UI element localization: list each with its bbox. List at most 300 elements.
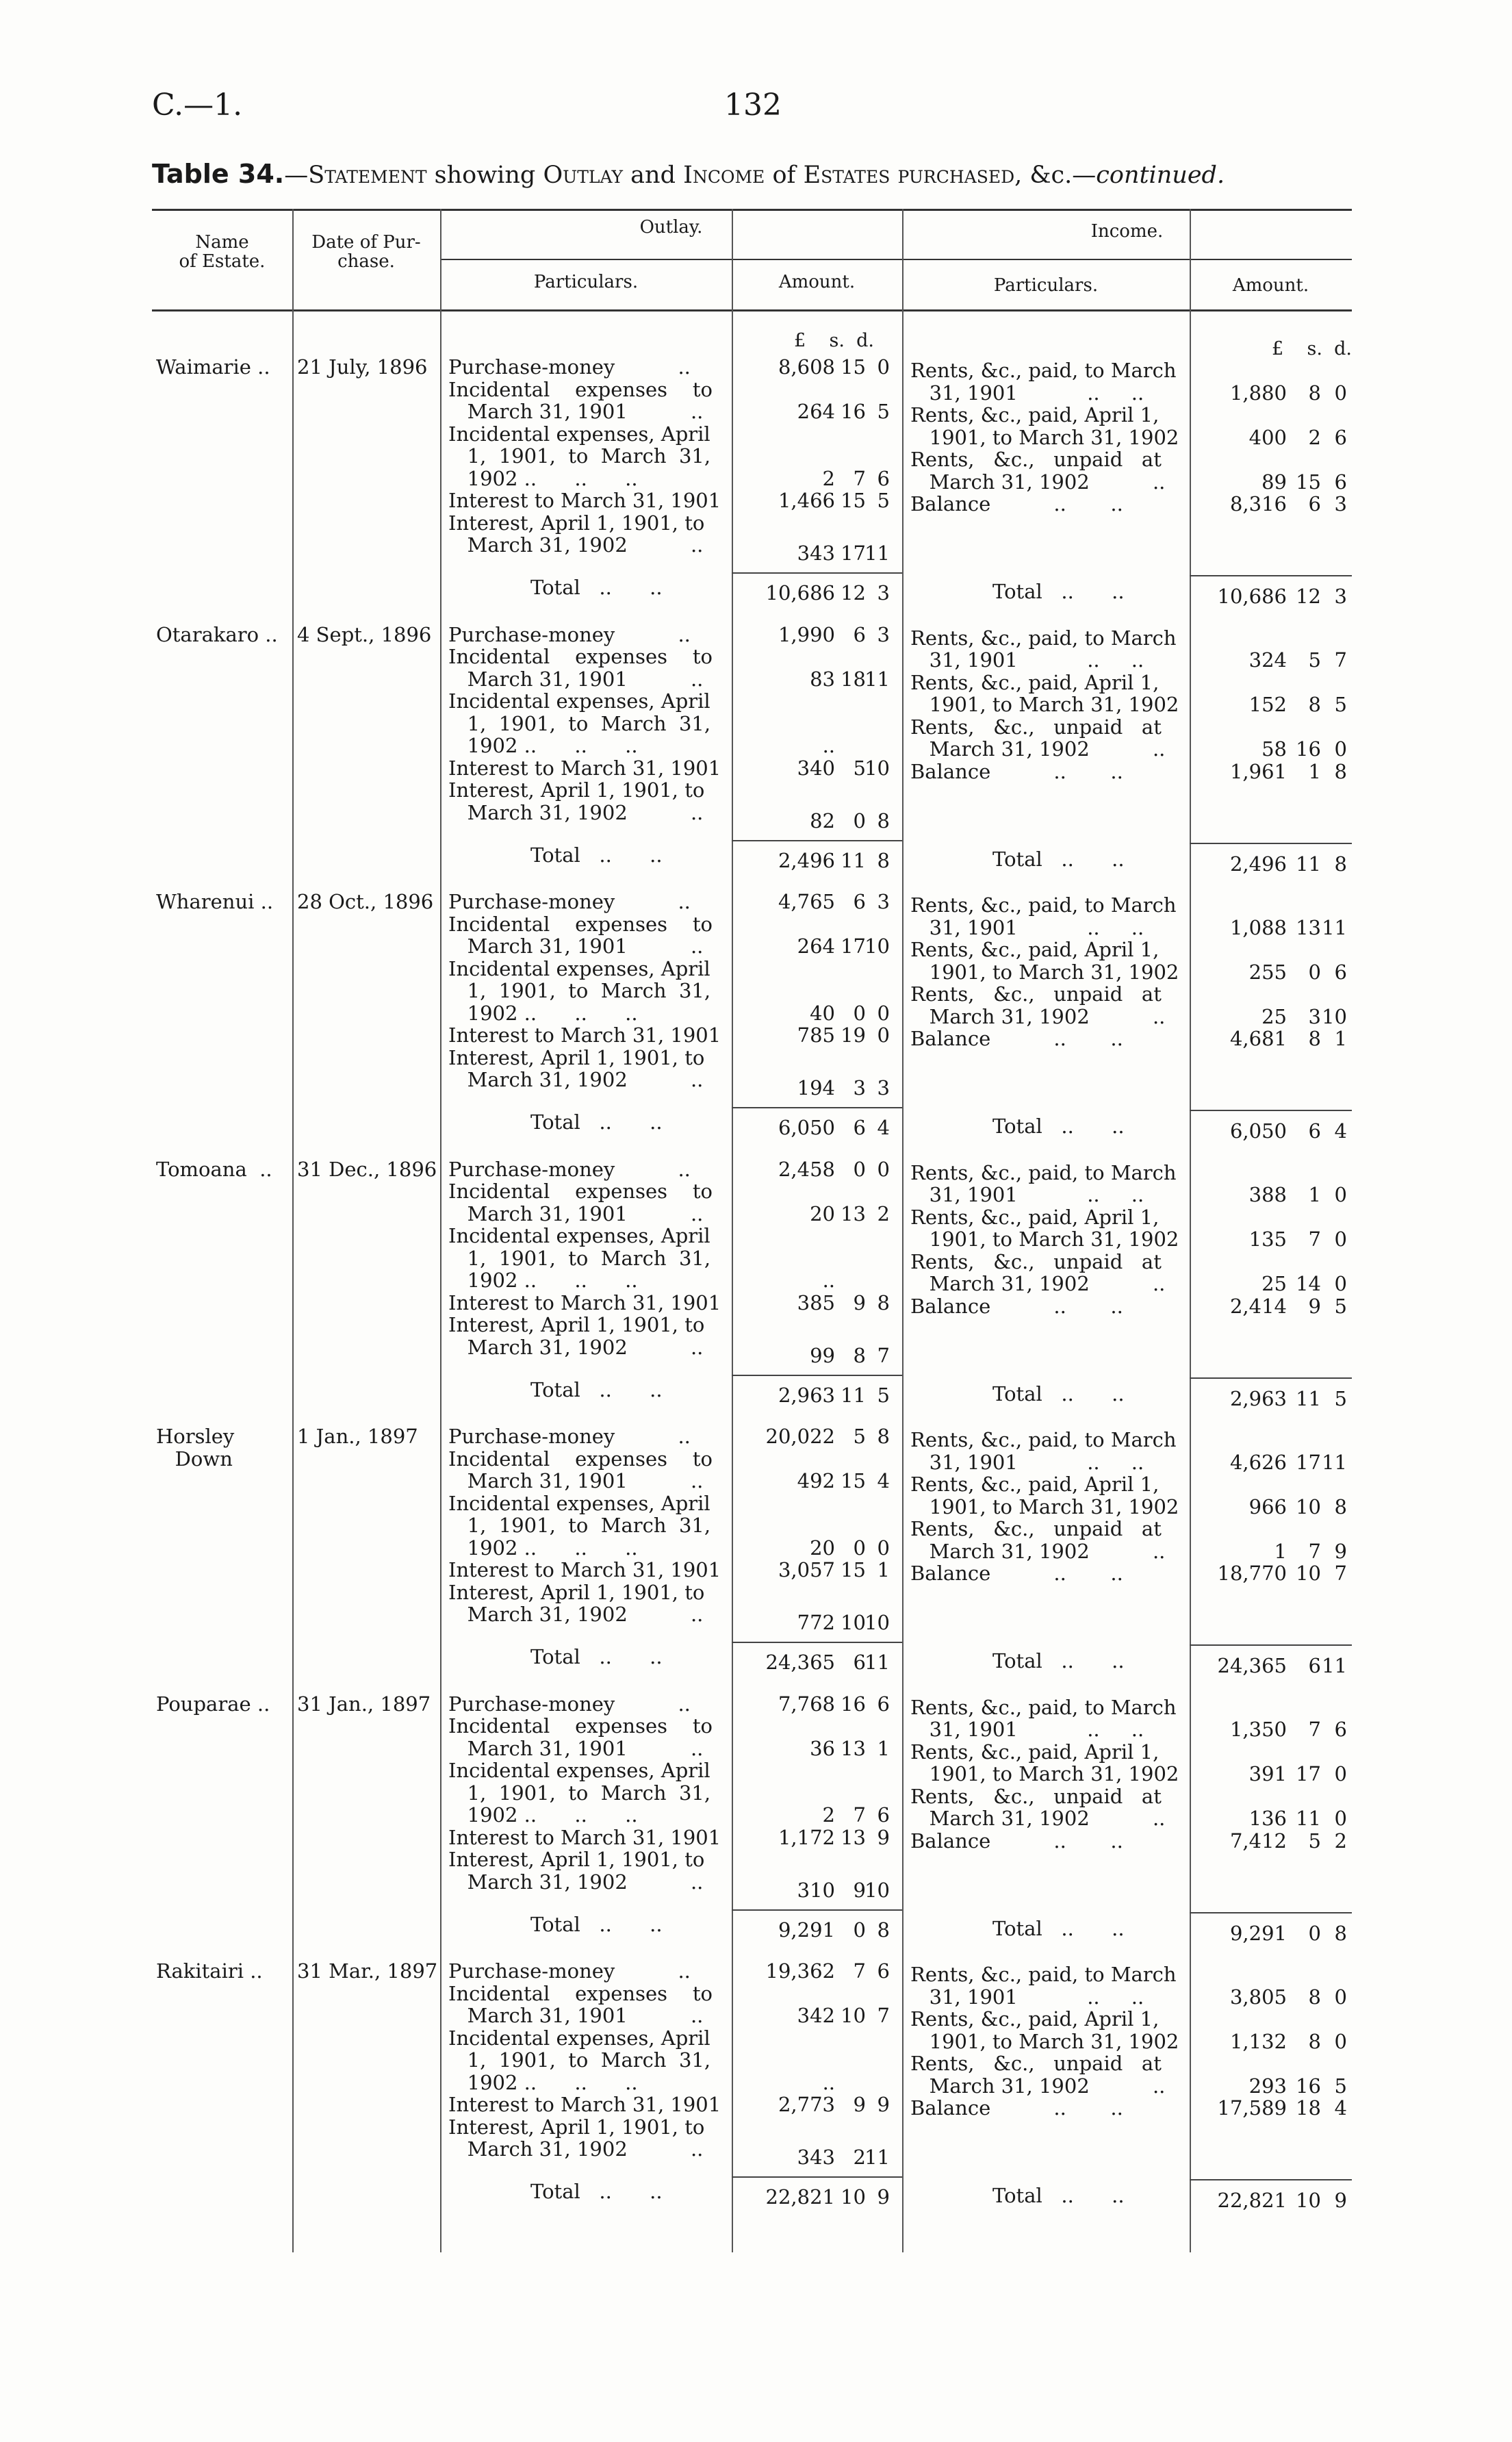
income-amount-pounds: 25 [1261, 1272, 1287, 1295]
income-particular: Rents, &c., unpaid at [910, 1249, 1162, 1273]
col-rule-1 [292, 209, 294, 2252]
income-amount-shillings: 17 [1296, 1450, 1321, 1474]
income-total-shillings: 10 [1296, 2189, 1321, 2212]
income-amount-pence: 0 [1334, 1985, 1347, 2009]
income-particular: 31, 1901 .. .. [910, 648, 1144, 672]
outlay-total-label: Total .. .. [530, 576, 663, 599]
caption-and: and [623, 162, 684, 189]
outlay-amount-shillings: 10 [841, 2004, 866, 2027]
outlay-particular: Interest to March 31, 1901 [448, 1558, 721, 1581]
income-particular: 1901, to March 31, 1902 [910, 425, 1179, 449]
income-amount-pence: 6 [1334, 425, 1347, 449]
outlay-amount-pence: 0 [877, 1157, 890, 1181]
outlay-amount-pounds: 385 [797, 1290, 835, 1314]
outlay-total-label: Total .. .. [530, 843, 663, 867]
income-amount-shillings: 10 [1296, 1495, 1321, 1518]
outlay-particular: 1, 1901, to March 31, [448, 444, 711, 468]
col-rule-4 [902, 209, 904, 2252]
income-amount-shillings: 7 [1308, 1539, 1321, 1563]
outlay-total-rule [732, 2176, 902, 2178]
outlay-particular: 1, 1901, to March 31, [448, 1514, 711, 1537]
outlay-particular: Incidental expenses to [448, 1981, 713, 2005]
table-number: Table 34. [152, 159, 285, 189]
income-total-pounds: 2,496 [1229, 852, 1287, 876]
outlay-total-rule [732, 840, 902, 841]
income-amount-pence: 2 [1334, 1829, 1347, 1853]
outlay-total-rule [732, 1107, 902, 1108]
outlay-particular: 1902 .. .. .. [448, 1803, 638, 1827]
income-amount-pence: 5 [1334, 2074, 1347, 2098]
income-total-pence: 5 [1334, 1386, 1347, 1410]
income-total-pounds: 10,686 [1217, 585, 1287, 608]
income-particular: 1901, to March 31, 1902 [910, 2029, 1179, 2053]
income-particular: Balance .. .. [910, 1829, 1123, 1853]
income-amount-shillings: 17 [1296, 1762, 1321, 1785]
outlay-total-label: Total .. .. [530, 2180, 663, 2203]
outlay-amount-pounds: 1,466 [778, 489, 835, 512]
outlay-particular: March 31, 1901 .. [448, 1469, 704, 1492]
purchase-date: 4 Sept., 1896 [297, 622, 432, 646]
outlay-amount-shillings: 17 [841, 934, 866, 958]
income-particular: Rents, &c., paid, to March [910, 626, 1177, 650]
outlay-particular: Incidental expenses to [448, 1447, 713, 1471]
income-amount-pounds: 1 [1274, 1539, 1287, 1563]
income-amount-pence: 8 [1334, 759, 1347, 783]
table-top-rule [152, 209, 1352, 211]
outlay-amount-pence: 1 [877, 1736, 890, 1760]
income-amount-shillings: 7 [1308, 1228, 1321, 1251]
outlay-particular: March 31, 1901 .. [448, 667, 704, 691]
outlay-total-pence: 8 [877, 848, 890, 872]
purchase-date: 21 July, 1896 [297, 355, 428, 379]
outlay-amount-shillings: 15 [841, 1558, 866, 1581]
outlay-amount-pence: 6 [877, 1959, 890, 1983]
income-total-pence: 8 [1334, 1921, 1347, 1945]
outlay-particular: Interest to March 31, 1901 [448, 1825, 721, 1849]
income-particular: Balance .. .. [910, 492, 1123, 516]
outlay-particular: Purchase-money .. [448, 1692, 691, 1716]
outlay-amount-pounds: .. [822, 2070, 835, 2094]
outlay-particular: Purchase-money .. [448, 890, 691, 913]
income-amount-pence: 6 [1334, 960, 1347, 984]
purchase-date: 31 Jan., 1897 [297, 1692, 431, 1716]
estate-name: Otarakaro .. [156, 622, 278, 646]
income-total-shillings: 11 [1296, 852, 1321, 876]
outlay-particular: Incidental expenses, April [448, 956, 710, 980]
outlay-amount-pence: 8 [877, 1425, 890, 1448]
outlay-amount-pounds: 1,172 [778, 1825, 835, 1849]
outlay-amount-pounds: 343 [797, 2146, 835, 2169]
purchase-date: 31 Dec., 1896 [297, 1157, 437, 1181]
outlay-amount-shillings: 0 [853, 1536, 866, 1560]
outlay-amount-shillings: 19 [841, 1023, 866, 1047]
outlay-currency-units: £ s. d. [794, 330, 874, 351]
income-total-shillings: 11 [1296, 1386, 1321, 1410]
income-amount-pounds: 17,589 [1217, 2096, 1287, 2120]
outlay-amount-pence: 0 [877, 1536, 890, 1560]
outlay-amount-pounds: 99 [810, 1343, 835, 1367]
income-total-pounds: 6,050 [1229, 1119, 1287, 1143]
income-amount-pence: 0 [1334, 1272, 1347, 1295]
outlay-total-pence: 4 [877, 1116, 890, 1139]
income-amount-pounds: 1,088 [1229, 915, 1287, 939]
income-particular: 31, 1901 .. .. [910, 1450, 1144, 1474]
outlay-total-shillings: 6 [853, 1651, 866, 1674]
income-particular: Rents, &c., paid, to March [910, 1963, 1177, 1986]
outlay-amount-pounds: .. [822, 734, 835, 757]
income-amount-shillings: 15 [1296, 470, 1321, 494]
outlay-particular: Incidental expenses to [448, 912, 713, 936]
income-amount-shillings: 3 [1308, 1004, 1321, 1028]
income-amount-pence: 7 [1334, 648, 1347, 672]
outlay-amount-pounds: 2,458 [778, 1157, 835, 1181]
income-particular: March 31, 1902 .. [910, 737, 1166, 761]
outlay-particular: March 31, 1902 .. [448, 1603, 704, 1626]
outlay-amount-pence: 11 [864, 667, 890, 691]
outlay-amount-pounds: 83 [810, 667, 835, 691]
outlay-total-shillings: 11 [841, 1383, 866, 1407]
outlay-particular: Interest, April 1, 1901, to [448, 778, 705, 802]
outlay-total-pounds: 2,496 [778, 848, 835, 872]
income-amount-pence: 0 [1334, 1183, 1347, 1206]
header-name: Name of Estate. [179, 232, 266, 272]
outlay-particular: Incidental expenses to [448, 1180, 713, 1203]
outlay-particular: 1902 .. .. .. [448, 1269, 638, 1292]
income-particular: Balance .. .. [910, 1027, 1123, 1050]
outlay-particular: 1, 1901, to March 31, [448, 2048, 711, 2072]
income-particular: 1901, to March 31, 1902 [910, 1762, 1179, 1785]
income-particular: Balance .. .. [910, 1294, 1123, 1318]
income-total-pounds: 9,291 [1229, 1921, 1287, 1945]
income-particular: Rents, &c., unpaid at [910, 448, 1162, 471]
outlay-amount-shillings: 13 [841, 1201, 866, 1225]
income-amount-shillings: 8 [1308, 381, 1321, 405]
outlay-amount-pounds: 2 [822, 1803, 835, 1827]
outlay-total-shillings: 12 [841, 581, 866, 605]
income-total-label: Total .. .. [992, 1115, 1125, 1138]
caption-etc: , &c.— [1014, 162, 1097, 189]
outlay-particular: Purchase-money .. [448, 355, 691, 379]
outlay-amount-pounds: 40 [810, 1001, 835, 1025]
income-total-pence: 3 [1334, 585, 1347, 608]
income-amount-pounds: 293 [1248, 2074, 1287, 2098]
income-amount-pence: 4 [1334, 2096, 1347, 2120]
outlay-particular: March 31, 1901 .. [448, 2004, 704, 2027]
income-amount-pounds: 966 [1248, 1495, 1287, 1518]
income-amount-pounds: 1,961 [1229, 759, 1287, 783]
income-particular: Rents, &c., unpaid at [910, 715, 1162, 739]
income-total-pounds: 2,963 [1229, 1386, 1287, 1410]
income-amount-pounds: 3,805 [1229, 1985, 1287, 2009]
outlay-amount-pence: 11 [864, 2146, 890, 2169]
outlay-particular: Interest to March 31, 1901 [448, 489, 721, 512]
outlay-amount-shillings: 0 [853, 1001, 866, 1025]
outlay-amount-shillings: 9 [853, 2093, 866, 2116]
header-outlay-amount: Amount. [778, 272, 856, 292]
outlay-amount-pounds: 36 [810, 1736, 835, 1760]
income-amount-shillings: 7 [1308, 1718, 1321, 1741]
page-number: 132 [724, 88, 782, 123]
purchase-date: 31 Mar., 1897 [297, 1959, 438, 1983]
income-amount-pence: 6 [1334, 470, 1347, 494]
income-total-pence: 4 [1334, 1119, 1347, 1143]
income-amount-shillings: 14 [1296, 1272, 1321, 1295]
income-particular: 1901, to March 31, 1902 [910, 1228, 1179, 1251]
income-amount-shillings: 16 [1296, 737, 1321, 761]
outlay-particular: 1, 1901, to March 31, [448, 711, 711, 735]
table-caption [152, 159, 1225, 189]
income-particular: Rents, &c., paid, April 1, [910, 670, 1159, 694]
income-currency-units: £ s. d. [1272, 338, 1352, 359]
outlay-amount-shillings: 18 [841, 667, 866, 691]
outlay-amount-pence: 3 [877, 890, 890, 913]
outlay-total-label: Total .. .. [530, 1645, 663, 1668]
income-amount-pounds: 1,350 [1229, 1718, 1287, 1741]
income-total-rule [1190, 1110, 1352, 1111]
outlay-particular: Interest, April 1, 1901, to [448, 511, 705, 535]
outlay-total-pounds: 22,821 [765, 2185, 835, 2209]
income-amount-pounds: 8,316 [1229, 492, 1287, 516]
outlay-amount-pounds: 264 [797, 934, 835, 958]
outlay-particular: 1, 1901, to March 31, [448, 1781, 711, 1805]
income-amount-pounds: 324 [1248, 648, 1287, 672]
outlay-amount-pounds: 343 [797, 542, 835, 565]
outlay-total-pounds: 9,291 [778, 1918, 835, 1942]
outlay-amount-pence: 0 [877, 355, 890, 379]
income-particular: Balance .. .. [910, 1562, 1123, 1585]
subheader-rule [440, 259, 1352, 260]
outlay-amount-pence: 7 [877, 1343, 890, 1367]
income-amount-pounds: 152 [1248, 693, 1287, 716]
outlay-amount-shillings: 3 [853, 1076, 866, 1099]
outlay-amount-shillings: 7 [853, 466, 866, 490]
income-particular: Rents, &c., paid, to March [910, 359, 1177, 382]
income-particular: March 31, 1902 .. [910, 2074, 1166, 2098]
income-particular: 31, 1901 .. .. [910, 915, 1144, 939]
outlay-particular: Interest, April 1, 1901, to [448, 1313, 705, 1336]
outlay-amount-shillings: 5 [853, 756, 866, 780]
header-income-amount: Amount. [1232, 275, 1309, 296]
outlay-amount-pounds: 20 [810, 1536, 835, 1560]
outlay-total-rule [732, 1375, 902, 1376]
outlay-particular: March 31, 1901 .. [448, 1201, 704, 1225]
caption-continued: continued. [1096, 162, 1225, 189]
outlay-amount-shillings: 0 [853, 1157, 866, 1181]
income-particular: 31, 1901 .. .. [910, 1985, 1144, 2009]
outlay-particular: March 31, 1902 .. [448, 1335, 704, 1359]
outlay-amount-pence: 11 [864, 542, 890, 565]
caption-outlay: Outlay [543, 162, 624, 189]
income-total-pence: 11 [1322, 1654, 1347, 1677]
outlay-amount-shillings: 17 [841, 542, 866, 565]
outlay-amount-pence: 5 [877, 489, 890, 512]
income-total-pence: 8 [1334, 852, 1347, 876]
outlay-amount-pence: 4 [877, 1469, 890, 1492]
income-amount-pence: 5 [1334, 693, 1347, 716]
outlay-amount-pounds: 1,990 [778, 622, 835, 646]
income-particular: Balance .. .. [910, 2096, 1123, 2120]
income-total-shillings: 0 [1308, 1921, 1321, 1945]
income-amount-pence: 8 [1334, 1495, 1347, 1518]
income-particular: Rents, &c., paid, April 1, [910, 1473, 1159, 1496]
outlay-particular: 1902 .. .. .. [448, 734, 638, 757]
outlay-amount-shillings: 6 [853, 890, 866, 913]
income-particular: 1901, to March 31, 1902 [910, 1495, 1179, 1518]
caption-showing: showing [426, 162, 543, 189]
outlay-total-pence: 9 [877, 2185, 890, 2209]
outlay-amount-pence: 0 [877, 1023, 890, 1047]
income-particular: 31, 1901 .. .. [910, 381, 1144, 405]
income-amount-pounds: 255 [1248, 960, 1287, 984]
income-total-label: Total .. .. [992, 580, 1125, 603]
income-total-shillings: 6 [1308, 1119, 1321, 1143]
income-amount-pounds: 4,681 [1229, 1027, 1287, 1050]
income-amount-pence: 0 [1334, 1762, 1347, 1785]
table-header-rule [152, 309, 1352, 311]
outlay-total-pounds: 6,050 [778, 1116, 835, 1139]
outlay-particular: Purchase-money .. [448, 1425, 691, 1448]
outlay-particular: Interest to March 31, 1901 [448, 1023, 721, 1047]
outlay-particular: 1902 .. .. .. [448, 1001, 638, 1025]
outlay-amount-pence: 2 [877, 1201, 890, 1225]
outlay-total-rule [732, 1909, 902, 1911]
page-code: C.—1. [152, 88, 243, 123]
income-particular: March 31, 1902 .. [910, 1807, 1166, 1830]
income-particular: March 31, 1902 .. [910, 470, 1166, 494]
income-particular: Rents, &c., unpaid at [910, 2052, 1162, 2075]
income-total-rule [1190, 1644, 1352, 1646]
outlay-particular: Interest, April 1, 1901, to [448, 2115, 705, 2139]
outlay-total-label: Total .. .. [530, 1110, 663, 1134]
income-total-label: Total .. .. [992, 1916, 1125, 1940]
outlay-total-pounds: 24,365 [765, 1651, 835, 1674]
income-amount-pounds: 7,412 [1229, 1829, 1287, 1853]
income-amount-pence: 5 [1334, 1294, 1347, 1318]
header-income: Income. [1090, 221, 1164, 242]
outlay-amount-pence: 3 [877, 622, 890, 646]
income-particular: Balance .. .. [910, 759, 1123, 783]
outlay-amount-shillings: 15 [841, 489, 866, 512]
outlay-particular: Incidental expenses to [448, 1714, 713, 1738]
outlay-amount-pounds: 785 [797, 1023, 835, 1047]
outlay-amount-pounds: 772 [797, 1611, 835, 1634]
purchase-date: 28 Oct., 1896 [297, 890, 434, 913]
caption-of: of [765, 162, 804, 189]
income-amount-shillings: 8 [1308, 1985, 1321, 2009]
outlay-total-pence: 11 [864, 1651, 890, 1674]
outlay-particular: Interest, April 1, 1901, to [448, 1580, 705, 1604]
outlay-amount-shillings: 10 [841, 1611, 866, 1634]
income-amount-shillings: 9 [1308, 1294, 1321, 1318]
outlay-amount-pounds: 194 [797, 1076, 835, 1099]
outlay-amount-pounds: 4,765 [778, 890, 835, 913]
outlay-amount-shillings: 13 [841, 1825, 866, 1849]
income-amount-pounds: 4,626 [1229, 1450, 1287, 1474]
outlay-amount-pence: 10 [864, 756, 890, 780]
header-outlay: Outlay. [639, 217, 703, 238]
estate-name: Tomoana .. [156, 1157, 272, 1181]
income-particular: 31, 1901 .. .. [910, 1183, 1144, 1206]
income-total-rule [1190, 575, 1352, 576]
outlay-amount-pounds: .. [822, 1269, 835, 1292]
income-amount-pence: 0 [1334, 2029, 1347, 2053]
outlay-total-shillings: 0 [853, 1918, 866, 1942]
income-amount-pence: 9 [1334, 1539, 1347, 1563]
purchase-date: 1 Jan., 1897 [297, 1425, 418, 1448]
outlay-particular: Interest to March 31, 1901 [448, 2093, 721, 2116]
income-total-rule [1190, 843, 1352, 844]
outlay-amount-shillings: 9 [853, 1290, 866, 1314]
outlay-amount-pence: 8 [877, 1290, 890, 1314]
outlay-amount-shillings: 8 [853, 1343, 866, 1367]
outlay-amount-shillings: 7 [853, 1959, 866, 1983]
outlay-particular: Interest, April 1, 1901, to [448, 1045, 705, 1069]
income-particular: March 31, 1902 .. [910, 1272, 1166, 1295]
income-amount-pence: 0 [1334, 1228, 1347, 1251]
income-amount-pounds: 400 [1248, 425, 1287, 449]
income-amount-pence: 1 [1334, 1027, 1347, 1050]
outlay-particular: Incidental expenses, April [448, 689, 710, 713]
caption-dash: — [284, 162, 309, 189]
income-amount-pounds: 25 [1261, 1004, 1287, 1028]
income-amount-shillings: 5 [1308, 1829, 1321, 1853]
income-amount-shillings: 6 [1308, 492, 1321, 516]
outlay-amount-pence: 0 [877, 1001, 890, 1025]
outlay-total-rule [732, 572, 902, 574]
header-outlay-particulars: Particulars. [533, 272, 639, 292]
income-amount-shillings: 8 [1308, 1027, 1321, 1050]
outlay-amount-pence: 7 [877, 2004, 890, 2027]
outlay-amount-pence: 10 [864, 1611, 890, 1634]
income-amount-pence: 0 [1334, 381, 1347, 405]
outlay-total-shillings: 11 [841, 848, 866, 872]
outlay-particular: March 31, 1901 .. [448, 934, 704, 958]
income-particular: Rents, &c., unpaid at [910, 1784, 1162, 1808]
outlay-particular: Incidental expenses, April [448, 2026, 710, 2050]
outlay-amount-pence: 8 [877, 809, 890, 832]
outlay-amount-pence: 6 [877, 1692, 890, 1716]
outlay-particular: 1, 1901, to March 31, [448, 1246, 711, 1270]
outlay-particular: March 31, 1902 .. [448, 2137, 704, 2161]
outlay-amount-pounds: 2 [822, 466, 835, 490]
outlay-amount-pence: 9 [877, 1825, 890, 1849]
outlay-particular: Incidental expenses to [448, 645, 713, 668]
income-amount-pounds: 1,132 [1229, 2029, 1287, 2053]
outlay-amount-shillings: 16 [841, 1692, 866, 1716]
income-particular: Rents, &c., paid, April 1, [910, 1740, 1159, 1764]
income-amount-shillings: 18 [1296, 2096, 1321, 2120]
income-total-rule [1190, 1912, 1352, 1913]
outlay-particular: Purchase-money .. [448, 1157, 691, 1181]
outlay-amount-pounds: 310 [797, 1878, 835, 1902]
outlay-amount-shillings: 9 [853, 1878, 866, 1902]
income-total-pounds: 22,821 [1217, 2189, 1287, 2212]
outlay-amount-pounds: 7,768 [778, 1692, 835, 1716]
income-amount-shillings: 13 [1296, 915, 1321, 939]
outlay-amount-shillings: 5 [853, 1425, 866, 1448]
outlay-particular: 1, 1901, to March 31, [448, 979, 711, 1002]
caption-statement: Statement [308, 162, 427, 189]
income-amount-pence: 0 [1334, 1807, 1347, 1830]
outlay-particular: 1902 .. .. .. [448, 466, 638, 490]
outlay-amount-shillings: 7 [853, 1803, 866, 1827]
outlay-particular: Incidental expenses, April [448, 1491, 710, 1515]
income-total-label: Total .. .. [992, 2184, 1125, 2207]
income-particular: Rents, &c., paid, to March [910, 1428, 1177, 1451]
outlay-particular: March 31, 1902 .. [448, 1068, 704, 1091]
col-rule-2 [440, 209, 441, 2252]
income-particular: March 31, 1902 .. [910, 1004, 1166, 1028]
